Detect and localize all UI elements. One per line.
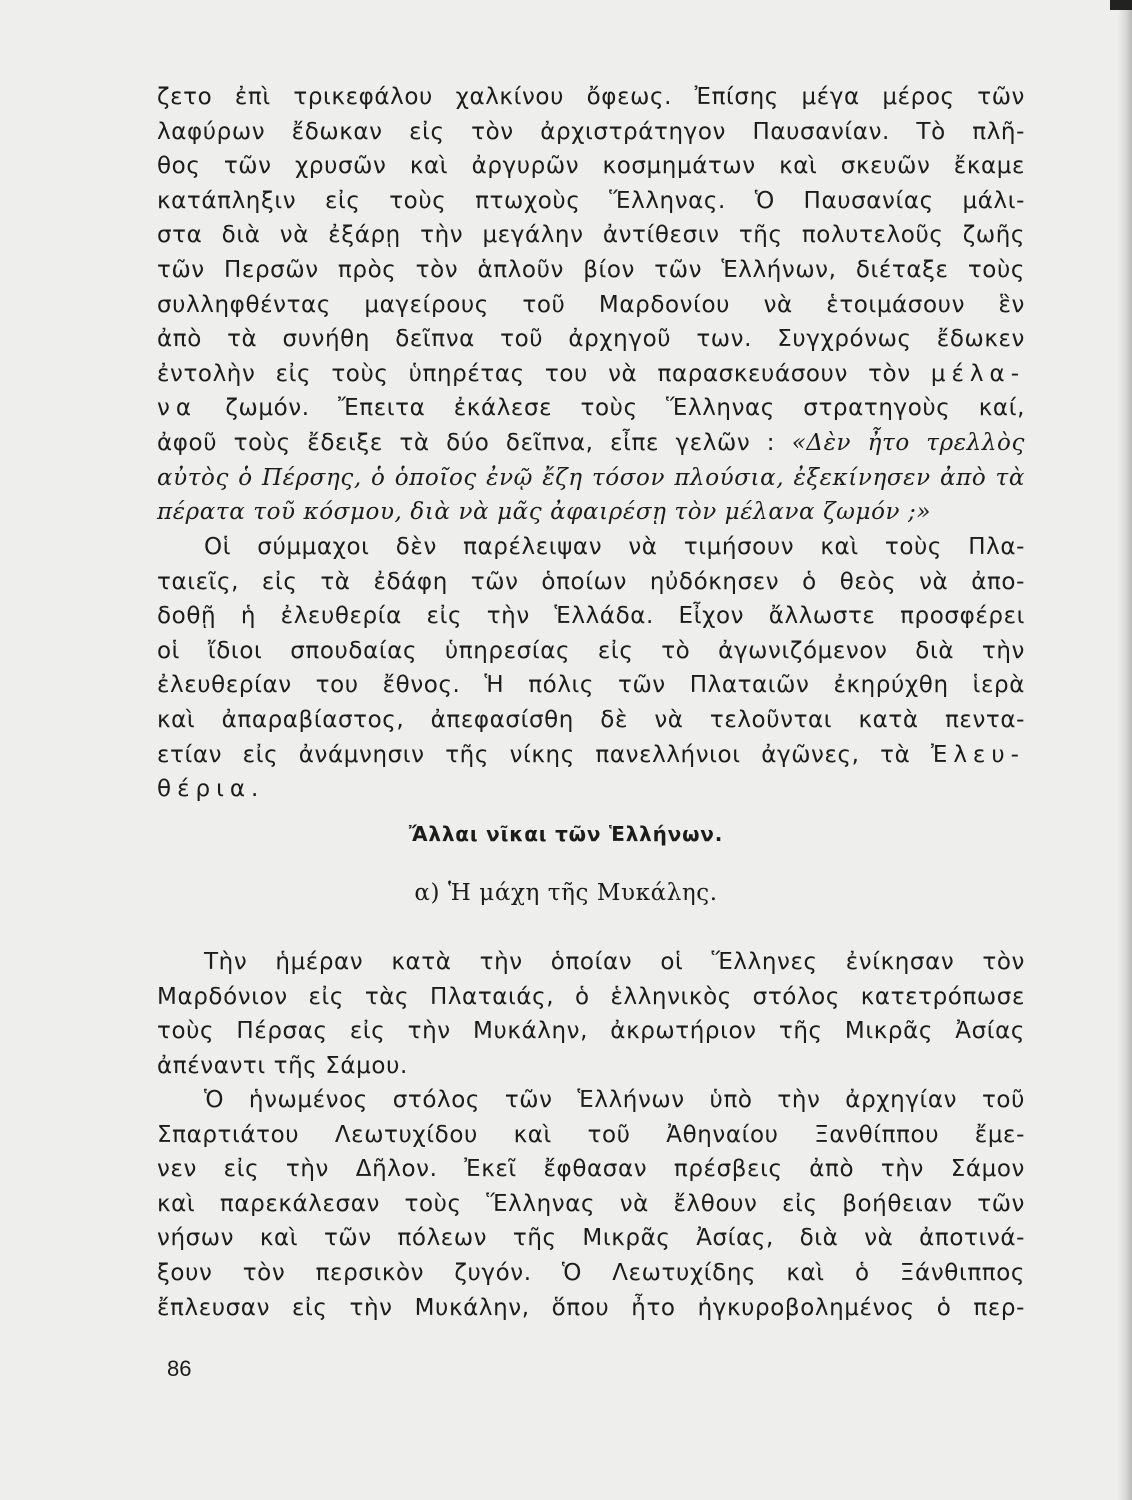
text-line: ταιεῖς, εἰς τὰ ἐδάφη τῶν ὁποίων ηὐδόκησεν ὁ θεὸς νὰ ἀπο- xyxy=(157,568,1025,595)
quote-line: αὐτὸς ὁ Πέρσης, ὁ ὁποῖος ἐνῷ ἔζη τόσον πλούσια, ἐξεκίνησεν ἀπὸ τὰ xyxy=(157,464,1025,491)
page-number: 86 xyxy=(167,1356,192,1381)
text-segment: ἐντολὴν εἰς τοὺς ὑπηρέτας του νὰ παρασκευάσουν τὸν xyxy=(157,360,911,387)
section-heading: α) Ἡ μάχη τῆς Μυκάλης. xyxy=(414,880,718,906)
paragraph-mykale xyxy=(157,945,1025,1083)
text-line: νεν εἰς τὴν Δῆλον. Ἐκεῖ ἔφθασαν πρέσβεις ἀπὸ τὴν Σάμον xyxy=(157,1156,1025,1183)
paragraph-fleet xyxy=(157,1083,1025,1325)
text-segment: ετίαν εἰς ἀνάμνησιν τῆς νίκης πανελλήνιοι ἀγῶνες, τὰ xyxy=(157,741,911,768)
text-line: τοὺς Πέρσας εἰς τὴν Μυκάλην, ἀκρωτήριον τῆς Μικρᾶς Ἀσίας xyxy=(157,1018,1025,1045)
paragraph-continuation xyxy=(157,80,1025,530)
text-line xyxy=(157,738,1025,773)
text-line: Ὁ ἡνωμένος στόλος τῶν Ἑλλήνων ὑπὸ τὴν ἀρχηγίαν τοῦ xyxy=(204,1087,1025,1113)
text-line: Τὴν ἡμέραν κατὰ τὴν ὁποίαν οἱ Ἕλληνες ἐνίκησαν τὸν xyxy=(204,949,1025,975)
text-line: στα διὰ νὰ ἐξάρῃ τὴν μεγάλην ἀντίθεσιν τῆς πολυτελοῦς ζωῆς xyxy=(157,222,1025,249)
quote-start: «Δὲν ἦτο τρελλὸς xyxy=(791,429,1025,456)
spaced-word: μέλα- xyxy=(930,360,1025,387)
text-line: ζετο ἐπὶ τρικεφάλου χαλκίνου ὄφεως. Ἐπίσης μέγα μέρος τῶν xyxy=(157,84,1025,110)
spaced-word: να xyxy=(157,395,198,422)
text-line: ἐλευθερίαν του ἔθνος. Ἡ πόλις τῶν Πλαταιῶν ἐκηρύχθη ἱερὰ xyxy=(157,672,1025,699)
text-line xyxy=(157,772,1025,807)
page-edge-shadow xyxy=(1118,0,1132,1500)
text-segment: ζωμόν. Ἔπειτα ἐκάλεσε τοὺς Ἕλληνας στρατηγοὺς καί, xyxy=(225,395,1025,422)
text-line: Μαρδόνιον εἰς τὰς Πλαταιάς, ὁ ἑλληνικὸς στόλος κατετρόπωσε xyxy=(157,983,1025,1010)
text-line xyxy=(157,426,1025,461)
text-line: νήσων καὶ τῶν πόλεων τῆς Μικρᾶς Ἀσίας, διὰ νὰ ἀποτινά- xyxy=(157,1225,1025,1252)
text-line: ἀπέναντι τῆς Σάμου. xyxy=(157,1052,408,1079)
spaced-word: θέρια. xyxy=(157,776,265,803)
spaced-word: Ἐλευ- xyxy=(930,741,1025,768)
text-line: θος τῶν χρυσῶν καὶ ἀργυρῶν κοσμημάτων καὶ σκευῶν ἔκαμε xyxy=(157,153,1025,180)
text-line: κατάπληξιν εἰς τοὺς πτωχοὺς Ἕλληνας. Ὁ Παυσανίας μάλι- xyxy=(157,187,1025,214)
text-line xyxy=(157,357,1025,392)
chapter-subtitle: Ἄλλαι νῖκαι τῶν Ἑλλήνων. xyxy=(408,822,724,846)
text-line: οἱ ἴδιοι σπουδαίας ὑπηρεσίας εἰς τὸ ἀγωνιζόμενον διὰ τὴν xyxy=(157,637,1025,664)
quote-line: πέρατα τοῦ κόσμου, διὰ νὰ μᾶς ἀφαιρέσῃ τὸν μέλανα ζωμόν ;» xyxy=(157,499,932,526)
scan-corner-mark xyxy=(1110,0,1132,10)
text-line: καὶ παρεκάλεσαν τοὺς Ἕλληνας νὰ ἔλθουν εἰς βοήθειαν τῶν xyxy=(157,1190,1025,1217)
text-line: συλληφθέντας μαγείρους τοῦ Μαρδονίου νὰ ἑτοιμάσουν ἓν xyxy=(157,291,1025,318)
text-line: δοθῇ ἡ ἐλευθερία εἰς τὴν Ἑλλάδα. Εἶχον ἄλλωστε προσφέρει xyxy=(157,603,1025,630)
text-line: ἔπλευσαν εἰς τὴν Μυκάλην, ὅπου ἦτο ἠγκυροβολημένος ὁ περ- xyxy=(157,1294,1025,1321)
text-line: ξουν τὸν περσικὸν ζυγόν. Ὁ Λεωτυχίδης καὶ ὁ Ξάνθιππος xyxy=(157,1259,1025,1286)
text-line xyxy=(157,391,1025,426)
text-line: Σπαρτιάτου Λεωτυχίδου καὶ τοῦ Ἀθηναίου Ξανθίππου ἔμε- xyxy=(157,1121,1025,1148)
text-line: ἀπὸ τὰ συνήθη δεῖπνα τοῦ ἀρχηγοῦ των. Συγχρόνως ἔδωκεν xyxy=(157,326,1025,353)
paragraph-allies xyxy=(157,530,1025,807)
text-line: καὶ ἀπαραβίαστος, ἀπεφασίσθη δὲ νὰ τελοῦνται κατὰ πεντα- xyxy=(157,706,1025,733)
text-line: τῶν Περσῶν πρὸς τὸν ἁπλοῦν βίον τῶν Ἑλλήνων, διέταξε τοὺς xyxy=(157,256,1025,283)
text-segment: ἀφοῦ τοὺς ἔδειξε τὰ δύο δεῖπνα, εἶπε γελῶν : xyxy=(157,429,776,456)
text-line: λαφύρων ἔδωκαν εἰς τὸν ἀρχιστράτηγον Παυσανίαν. Τὸ πλῆ- xyxy=(157,118,1025,145)
text-line: Οἱ σύμμαχοι δὲν παρέλειψαν νὰ τιμήσουν καὶ τοὺς Πλα- xyxy=(204,534,1025,560)
